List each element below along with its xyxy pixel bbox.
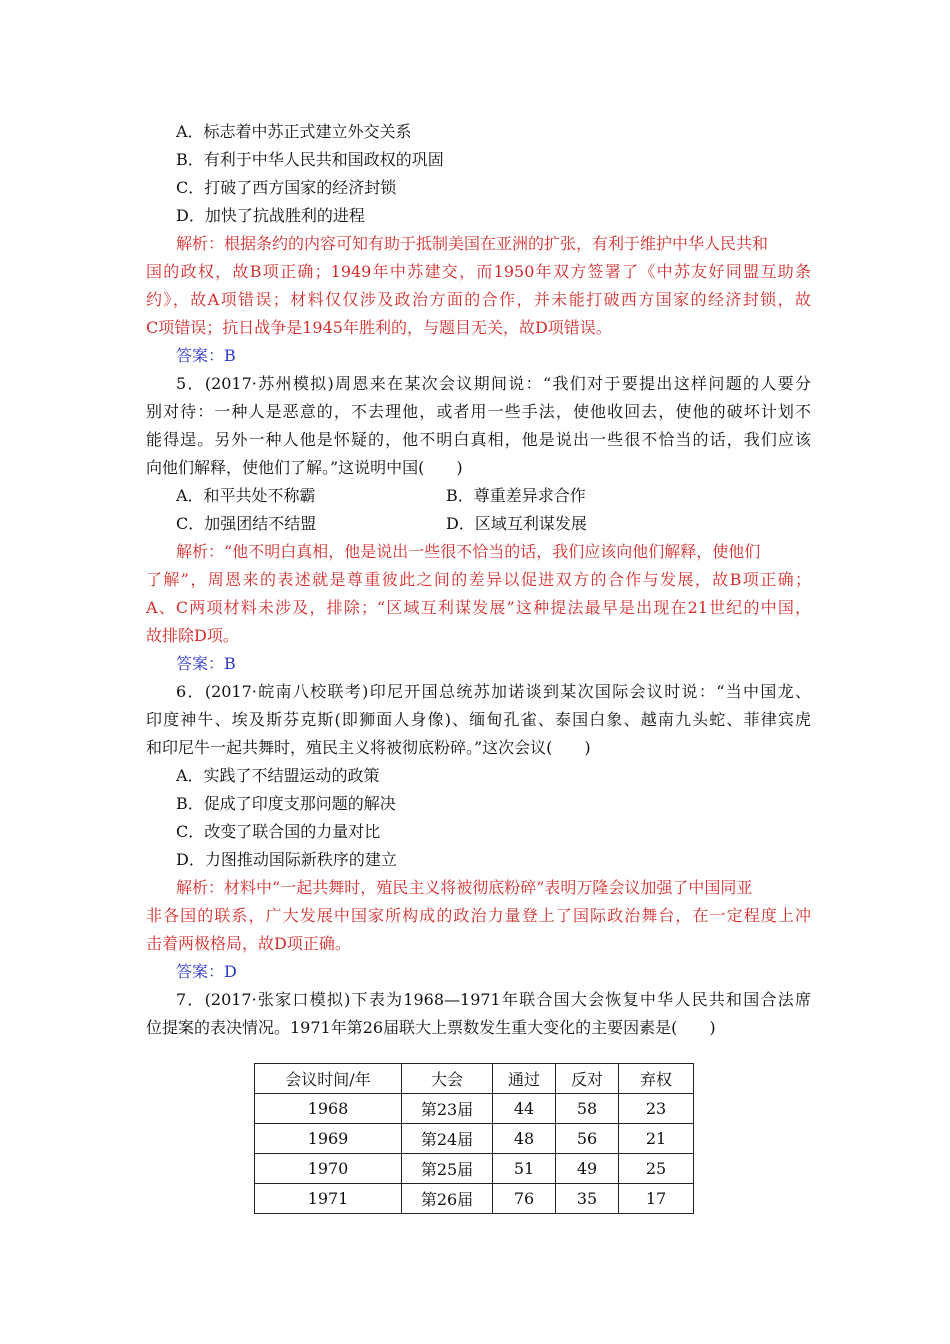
q6-option-d: D．力图推动国际新秩序的建立 — [176, 850, 397, 869]
q4-analysis-line: C项错误；抗日战争是1945年胜利的，与题目无关，故D项错误。 — [146, 318, 612, 337]
vote-table — [254, 1063, 694, 1214]
table-cell: 1971 — [255, 1184, 402, 1214]
q7-stem-line: 位提案的表决情况。1971年第26届联大上票数发生重大变化的主要因素是( ) — [146, 1018, 716, 1037]
table-cell: 56 — [556, 1124, 619, 1154]
q7-stem-line: 7．(2017·张家口模拟)下表为1968—1971年联合国大会恢复中华人民共和国合法席 — [176, 990, 811, 1009]
table-cell: 51 — [493, 1154, 556, 1184]
table-cell: 23 — [619, 1094, 694, 1124]
q5-option-a: A．和平共处不称霸 — [176, 486, 316, 505]
q5-analysis-line — [176, 538, 760, 566]
q6-option-a: A．实践了不结盟运动的政策 — [176, 766, 380, 785]
q4-option-a: A．标志着中苏正式建立外交关系 — [176, 122, 412, 141]
q4-analysis-line: 国的政权，故B项正确；1949年中苏建交，而1950年双方签署了《中苏友好同盟互助条 — [146, 262, 811, 281]
table-cell: 17 — [619, 1184, 694, 1214]
q5-stem-line: 5．(2017·苏州模拟)周恩来在某次会议期间说：“我们对于要提出这样问题的人要分 — [176, 374, 811, 393]
q5-analysis-line: 故排除D项。 — [146, 626, 239, 645]
table-row — [255, 1124, 694, 1154]
table-cell: 第25届 — [402, 1154, 493, 1184]
table-cell: 25 — [619, 1154, 694, 1184]
table-cell: 第24届 — [402, 1124, 493, 1154]
q5-analysis-text: “他不明白真相，他是说出一些很不恰当的话，我们应该向他们解释，使他们 — [224, 542, 761, 561]
q5-stem-line: 向他们解释，使他们了解。”这说明中国( ) — [146, 458, 463, 477]
table-header-cell: 会议时间/年 — [255, 1064, 402, 1094]
q6-analysis-line: 击着两极格局，故D项正确。 — [146, 934, 351, 953]
q4-option-b: B．有利于中华人民共和国政权的巩固 — [176, 150, 444, 169]
table-row — [255, 1154, 694, 1184]
table-cell: 1970 — [255, 1154, 402, 1184]
q4-option-c: C．打破了西方国家的经济封锁 — [176, 178, 397, 197]
q5-answer: 答案：B — [176, 654, 236, 673]
q5-stem-line: 别对待：一种人是恶意的，不去理他，或者用一些手法，使他收回去，使他的破坏计划不 — [146, 402, 811, 421]
table-cell: 1968 — [255, 1094, 402, 1124]
q5-analysis-label: 解析： — [176, 542, 225, 561]
table-row — [255, 1094, 694, 1124]
q4-answer: 答案：B — [176, 346, 236, 365]
q6-stem-line: 和印尼牛一起共舞时，殖民主义将被彻底粉碎。”这次会议( ) — [146, 738, 591, 757]
q6-answer: 答案：D — [176, 962, 237, 981]
q6-analysis-line: 非各国的联系，广大发展中国家所构成的政治力量登上了国际政治舞台，在一定程度上冲 — [146, 906, 811, 925]
table-cell: 49 — [556, 1154, 619, 1184]
q6-analysis-label: 解析： — [176, 878, 225, 897]
table-header-cell: 弃权 — [619, 1064, 694, 1094]
table-header-row — [255, 1064, 694, 1094]
table-header-cell: 反对 — [556, 1064, 619, 1094]
table-cell: 76 — [493, 1184, 556, 1214]
q6-option-b: B．促成了印度支那问题的解决 — [176, 794, 396, 813]
q6-option-c: C．改变了联合国的力量对比 — [176, 822, 381, 841]
table-cell: 21 — [619, 1124, 694, 1154]
q4-analysis-line: 约》，故A项错误；材料仅仅涉及政治方面的合作，并未能打破西方国家的经济封锁，故 — [146, 290, 811, 309]
q5-analysis-line: A、C两项材料未涉及，排除；“区域互利谋发展”这种提法最早是出现在21世纪的中国， — [146, 598, 811, 617]
q5-option-d: D．区域互利谋发展 — [446, 514, 587, 533]
table-cell: 58 — [556, 1094, 619, 1124]
q6-stem-line: 6．(2017·皖南八校联考)印尼开国总统苏加诺谈到某次国际会议时说：“当中国龙、 — [176, 682, 811, 701]
table-cell: 44 — [493, 1094, 556, 1124]
q6-analysis-line — [176, 874, 752, 902]
q6-stem-line: 印度神牛、埃及斯芬克斯(即狮面人身像)、缅甸孔雀、泰国白象、越南九头蛇、菲律宾虎 — [146, 710, 811, 729]
table-cell: 第26届 — [402, 1184, 493, 1214]
table-header-cell: 大会 — [402, 1064, 493, 1094]
q4-analysis-label: 解析： — [176, 234, 225, 253]
q6-analysis-text: 材料中“一起共舞时，殖民主义将被彻底粉碎”表明万隆会议加强了中国同亚 — [224, 878, 753, 897]
q4-option-d: D．加快了抗战胜利的进程 — [176, 206, 365, 225]
q5-option-c: C．加强团结不结盟 — [176, 514, 317, 533]
q5-stem-line: 能得逞。另外一种人他是怀疑的，他不明白真相，他是说出一些很不恰当的话，我们应该 — [146, 430, 811, 449]
q4-analysis-line — [176, 230, 768, 258]
q5-option-b: B．尊重差异求合作 — [446, 486, 586, 505]
table-cell: 35 — [556, 1184, 619, 1214]
table-row — [255, 1184, 694, 1214]
q4-analysis-text: 根据条约的内容可知有助于抵制美国在亚洲的扩张，有利于维护中华人民共和 — [224, 234, 769, 253]
table-cell: 1969 — [255, 1124, 402, 1154]
q5-analysis-line: 了解”，周恩来的表述就是尊重彼此之间的差异以促进双方的合作与发展，故B项正确； — [146, 570, 811, 589]
table-cell: 第23届 — [402, 1094, 493, 1124]
table-header-cell: 通过 — [493, 1064, 556, 1094]
table-cell: 48 — [493, 1124, 556, 1154]
